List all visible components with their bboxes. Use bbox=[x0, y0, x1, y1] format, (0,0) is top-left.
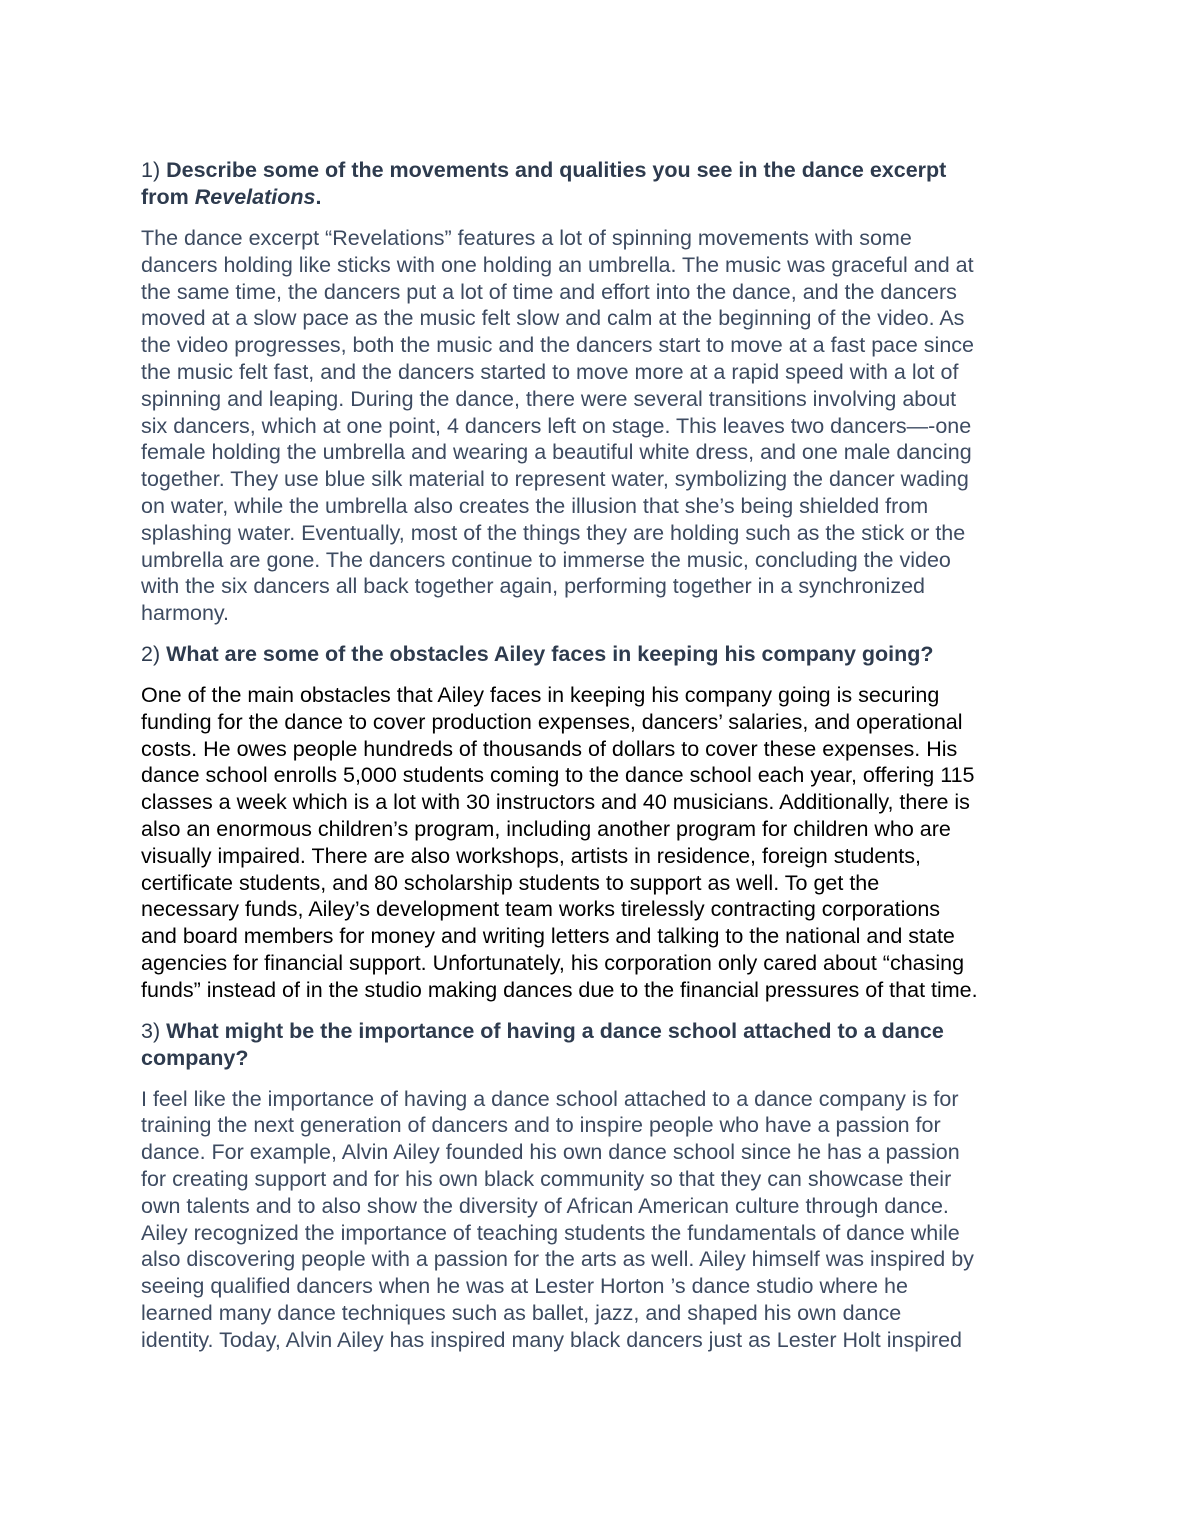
question-1-line-1 bbox=[141, 157, 1056, 184]
answer-1-line: on water, while the umbrella also creates the illusion that she’s being shielded from bbox=[141, 493, 929, 518]
answer-2-line: also an enormous children’s program, including another program for children who are bbox=[141, 816, 951, 841]
answer-2-line: and board members for money and writing letters and talking to the national and state bbox=[141, 924, 955, 949]
answer-3 bbox=[141, 1086, 1056, 1354]
answer-1-line: the same time, the dancers put a lot of time and effort into the dance, and the dancers bbox=[141, 279, 957, 304]
question-3-number: 3) bbox=[141, 1018, 161, 1043]
answer-1-line: six dancers, which at one point, 4 dancers left on stage. This leaves two dancers—-one bbox=[141, 413, 972, 438]
question-1-line-2 bbox=[141, 184, 1056, 211]
answer-3-line: I feel like the importance of having a dance school attached to a dance company is for bbox=[141, 1086, 959, 1111]
question-1 bbox=[141, 157, 1056, 211]
question-1-suffix: . bbox=[315, 185, 322, 209]
answer-1-line: harmony. bbox=[141, 601, 230, 626]
answer-2-line: visually impaired. There are also workshops, artists in residence, foreign students, bbox=[141, 843, 921, 868]
answer-1 bbox=[141, 225, 1056, 627]
answer-1-line: female holding the umbrella and wearing a beautiful white dress, and one male dancing bbox=[141, 440, 972, 465]
answer-2-line: One of the main obstacles that Ailey faces in keeping his company going is securing bbox=[141, 682, 940, 707]
answer-3-line: own talents and to also show the diversity of African American culture through dance. bbox=[141, 1193, 949, 1218]
question-2-number: 2) bbox=[141, 641, 161, 666]
answer-3-line: Ailey recognized the importance of teaching students the fundamentals of dance while bbox=[141, 1220, 960, 1245]
answer-2-line: agencies for financial support. Unfortunately, his corporation only cared about “chasing bbox=[141, 950, 965, 975]
answer-2-line: funding for the dance to cover production expenses, dancers’ salaries, and operational bbox=[141, 709, 963, 734]
answer-2-line: certificate students, and 80 scholarship students to support as well. To get the bbox=[141, 870, 880, 895]
question-3-text: What might be the importance of having a dance school attached to a dance bbox=[166, 1018, 944, 1043]
answer-3-line: training the next generation of dancers and to inspire people who have a passion for bbox=[141, 1113, 941, 1138]
answer-3-line: dance. For example, Alvin Ailey founded his own dance school since he has a passion bbox=[141, 1140, 960, 1165]
answer-1-line: dancers holding like sticks with one holding an umbrella. The music was graceful and at bbox=[141, 252, 974, 277]
question-3 bbox=[141, 1018, 1056, 1072]
answer-2-line: necessary funds, Ailey’s development team works tirelessly contracting corporations bbox=[141, 897, 941, 922]
question-1-italic-title: Revelations bbox=[194, 185, 316, 209]
question-2-line-1 bbox=[141, 641, 1056, 668]
answer-1-line: together. They use blue silk material to represent water, symbolizing the dancer wading bbox=[141, 467, 969, 492]
question-1-prefix: from bbox=[141, 185, 195, 209]
question-1-number: 1) bbox=[141, 158, 161, 182]
answer-2-line: funds” instead of in the studio making dances due to the financial pressures of that time. bbox=[141, 977, 978, 1002]
answer-3-line: seeing qualified dancers when he was at Lester Horton ’s dance studio where he bbox=[141, 1274, 908, 1299]
answer-3-line: also discovering people with a passion for the arts as well. Ailey himself was inspired by bbox=[141, 1247, 974, 1272]
question-3-line-2: company? bbox=[141, 1045, 249, 1070]
answer-2-line: costs. He owes people hundreds of thousands of dollars to cover these expenses. His bbox=[141, 736, 958, 761]
answer-1-line: the video progresses, both the music and the dancers start to move at a fast pace since bbox=[141, 333, 974, 358]
answer-2 bbox=[141, 682, 1056, 1004]
answer-3-line: learned many dance techniques such as ballet, jazz, and shaped his own dance bbox=[141, 1300, 902, 1325]
answer-1-line: the music felt fast, and the dancers started to move more at a rapid speed with a lot of bbox=[141, 359, 959, 384]
answer-3-line: for creating support and for his own black community so that they can showcase their bbox=[141, 1166, 952, 1191]
answer-2-line: dance school enrolls 5,000 students coming to the dance school each year, offering 115 bbox=[141, 763, 975, 788]
question-2-text: What are some of the obstacles Ailey faces in keeping his company going? bbox=[166, 641, 934, 666]
answer-1-line: with the six dancers all back together again, performing together in a synchronized bbox=[141, 574, 925, 599]
answer-2-line: classes a week which is a lot with 30 instructors and 40 musicians. Additionally, there is bbox=[141, 790, 970, 815]
answer-1-line: splashing water. Eventually, most of the things they are holding such as the stick or the bbox=[141, 520, 966, 545]
question-1-text: Describe some of the movements and qualities you see in the dance excerpt bbox=[166, 158, 947, 182]
answer-1-line: spinning and leaping. During the dance, there were several transitions involving about bbox=[141, 386, 957, 411]
question-2 bbox=[141, 641, 1056, 668]
answer-3-line: identity. Today, Alvin Ailey has inspired many black dancers just as Lester Holt inspired bbox=[141, 1327, 962, 1352]
answer-1-line: moved at a slow pace as the music felt slow and calm at the beginning of the video. As bbox=[141, 306, 965, 331]
answer-1-line: umbrella are gone. The dancers continue to immerse the music, concluding the video bbox=[141, 547, 951, 572]
answer-1-line: The dance excerpt “Revelations” features a lot of spinning movements with some bbox=[141, 226, 912, 250]
question-3-line-1 bbox=[141, 1018, 1056, 1045]
document-page bbox=[141, 157, 1056, 1367]
